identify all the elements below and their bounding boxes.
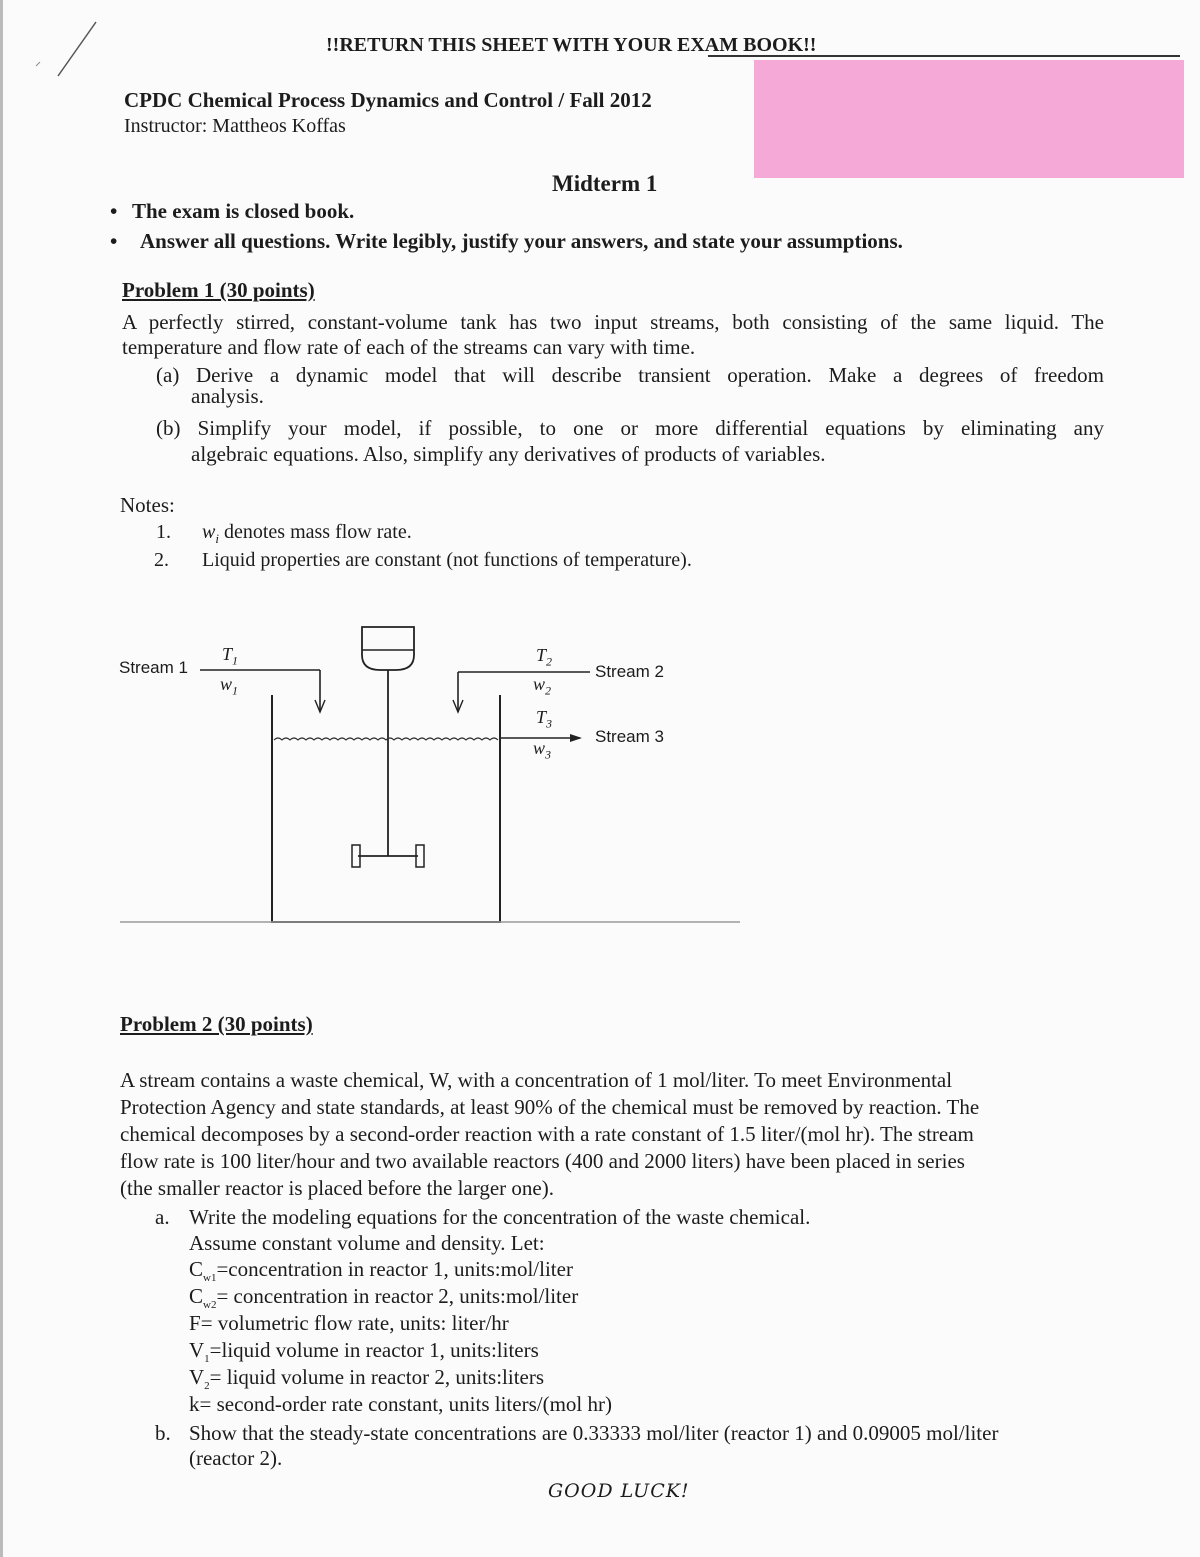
stream3-label: Stream 3: [595, 727, 664, 746]
stream2-label: Stream 2: [595, 662, 664, 681]
part-b-label: b.: [155, 1421, 171, 1445]
problem1-part-b-line1: (b) Simplify your model, if possible, to one or more differential equations by eliminating any: [156, 416, 1104, 440]
t3-label: [536, 707, 552, 732]
note-item: [154, 548, 692, 572]
t3-subscript: 3: [546, 716, 553, 731]
problem1-heading: Problem 1 (30 points): [122, 278, 315, 302]
statement-line: Protection Agency and state standards, at least 90% of the chemical must be removed by reaction. The: [120, 1095, 980, 1119]
part-b-line2: (reactor 2).: [189, 1446, 283, 1470]
stream3-arrow-icon: [570, 734, 582, 742]
def-text: =concentration in reactor 1, units:mol/liter: [216, 1257, 573, 1281]
problem2-statement: [120, 1068, 1090, 1203]
w3-label: [533, 738, 551, 763]
problem1-intro-line2: temperature and flow rate of each of the streams can vary with time.: [122, 335, 696, 359]
course-title: CPDC Chemical Process Dynamics and Control / Fall 2012: [124, 88, 652, 112]
w3-symbol: w: [533, 738, 546, 758]
pencil-mark: [28, 18, 100, 88]
def-subscript: w1: [203, 1272, 217, 1285]
part-a-line: Write the modeling equations for the concentration of the waste chemical.: [189, 1205, 811, 1229]
instruction-item: • Answer all questions. Write legibly, justify your answers, and state your assumptions.: [110, 229, 903, 253]
w1-subscript: 1: [232, 683, 239, 698]
stream1-label: Stream 1: [119, 658, 188, 677]
tank-walls: [272, 695, 500, 922]
definition-item: [189, 1392, 810, 1419]
w3-subscript: 3: [545, 747, 552, 762]
t1-subscript: 1: [232, 653, 239, 668]
note-number: 1.: [156, 521, 171, 543]
bullet-icon: •: [110, 229, 118, 253]
note-symbol: w: [202, 521, 216, 543]
problem2-heading: Problem 2 (30 points): [120, 1012, 313, 1036]
def-symbol: k: [189, 1392, 200, 1416]
problem1-part-a-line2: analysis.: [191, 384, 264, 408]
def-subscript: 1: [204, 1353, 210, 1366]
def-subscript: w2: [203, 1299, 217, 1312]
def-symbol: V: [189, 1338, 205, 1362]
return-notice: !!RETURN THIS SHEET WITH YOUR EXAM BOOK!!: [326, 34, 817, 56]
definition-item: [189, 1284, 810, 1311]
t1-symbol: T: [222, 644, 233, 664]
good-luck-note: GOOD LUCK!: [548, 1480, 690, 1502]
def-symbol: F: [189, 1311, 201, 1335]
note-text: Liquid properties are constant (not functions of temperature).: [202, 549, 692, 571]
note-item: [156, 520, 412, 551]
def-text: = liquid volume in reactor 2, units:liters: [209, 1365, 545, 1389]
w2-label: [533, 674, 551, 699]
statement-line: chemical decomposes by a second-order reaction with a rate constant of 1.5 liter/(mol hr). The stream: [120, 1122, 974, 1146]
instructor: Instructor: Mattheos Koffas: [124, 115, 346, 137]
definition-item: [189, 1257, 810, 1284]
definition-item: [189, 1365, 810, 1392]
problem1-intro-line1: A perfectly stirred, constant-volume tank has two input streams, both consisting of the same liquid. The: [122, 310, 1104, 334]
tank-diagram-svg: [100, 600, 740, 950]
liquid-surface: [274, 738, 498, 740]
note-subscript: i: [215, 531, 219, 546]
statement-line: flow rate is 100 liter/hour and two available reactors (400 and 2000 liters) have been placed in series: [120, 1149, 965, 1173]
def-text: =liquid volume in reactor 1, units:liters: [209, 1338, 539, 1362]
t1-label: [222, 644, 238, 669]
tank-diagram: [100, 600, 740, 950]
problem1-part-a-line1: (a) Derive a dynamic model that will describe transient operation. Make a degrees of freedom: [156, 363, 1104, 387]
w2-symbol: w: [533, 674, 546, 694]
t3-symbol: T: [536, 707, 547, 727]
part-b-line1: Show that the steady-state concentrations are 0.33333 mol/liter (reactor 1) and 0.09005 mol/liter: [189, 1421, 999, 1445]
w1-label: [220, 674, 238, 699]
def-text: = volumetric flow rate, units: liter/hr: [200, 1311, 509, 1335]
def-symbol: C: [189, 1257, 204, 1281]
definition-item: [189, 1311, 810, 1338]
redaction-box: [754, 60, 1184, 178]
t2-subscript: 2: [546, 654, 553, 669]
definition-item: [189, 1338, 810, 1365]
def-text: = second-order rate constant, units liters/(mol hr): [199, 1392, 612, 1416]
bullet-icon: •: [110, 199, 118, 223]
problem1-part-b-line2: algebraic equations. Also, simplify any derivatives of products of variables.: [191, 442, 826, 466]
part-a-label: a.: [155, 1205, 170, 1229]
w1-symbol: w: [220, 674, 233, 694]
part-a-line: Assume constant volume and density. Let:: [189, 1231, 545, 1255]
motor-icon: [362, 627, 414, 670]
note-number: 2.: [154, 549, 169, 571]
part-a-body: [189, 1205, 810, 1419]
w2-subscript: 2: [545, 683, 552, 698]
page-edge: [0, 0, 3, 1557]
def-symbol: C: [189, 1284, 204, 1308]
t2-label: [536, 645, 552, 670]
def-subscript: 2: [204, 1380, 210, 1393]
instruction-item: • The exam is closed book.: [110, 199, 355, 223]
t2-symbol: T: [536, 645, 547, 665]
notes-title: Notes:: [120, 493, 175, 517]
statement-line: A stream contains a waste chemical, W, with a concentration of 1 mol/liter. To meet Environmental: [120, 1068, 953, 1092]
def-symbol: V: [189, 1365, 205, 1389]
def-text: = concentration in reactor 2, units:mol/liter: [216, 1284, 579, 1308]
note-text: denotes mass flow rate.: [218, 521, 412, 543]
exam-title: Midterm 1: [552, 171, 658, 196]
statement-line: (the smaller reactor is placed before the larger one).: [120, 1176, 554, 1200]
